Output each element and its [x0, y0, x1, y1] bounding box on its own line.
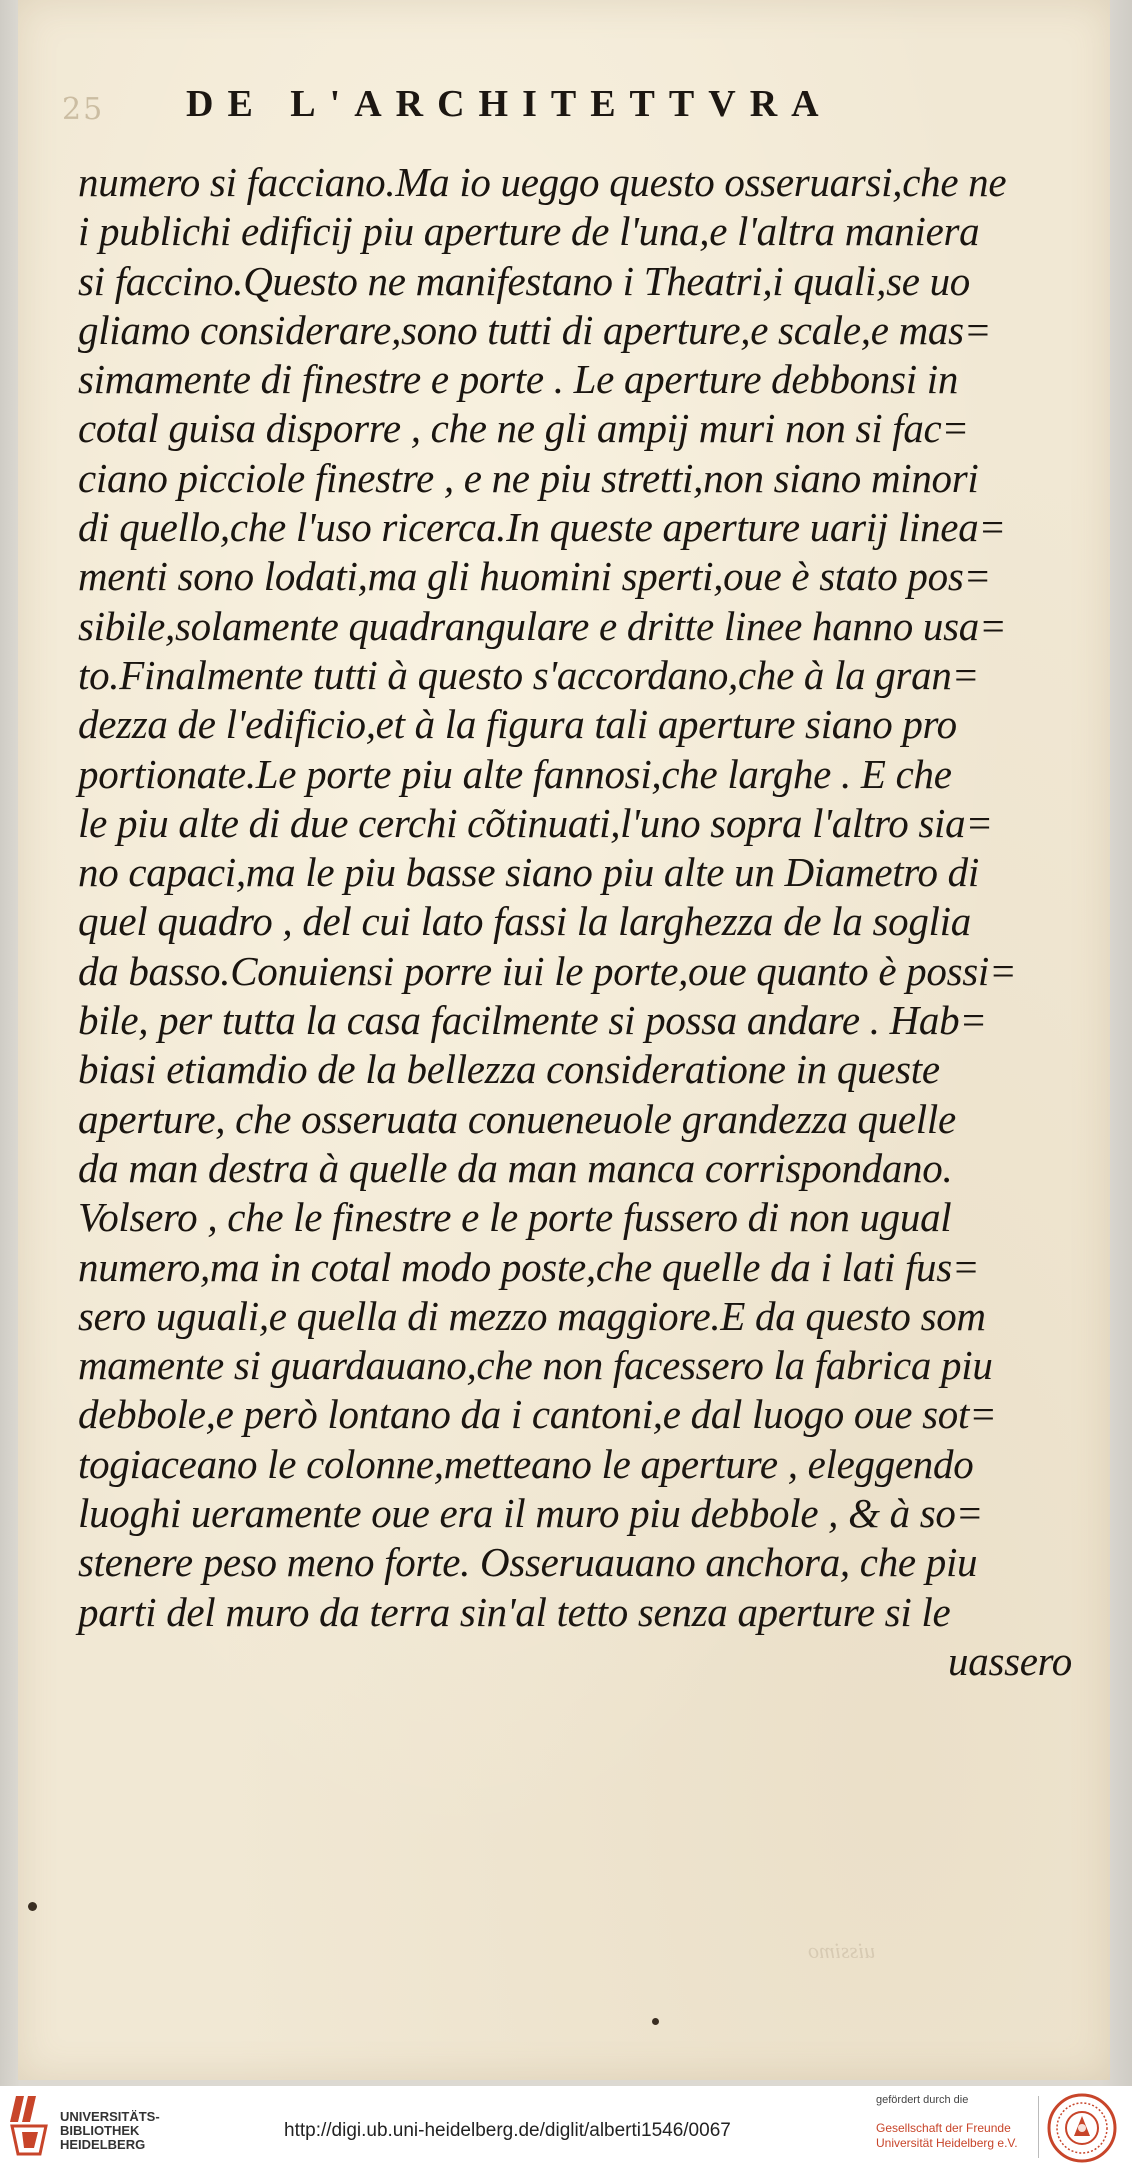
text-line: di quello,che l'uso ricerca.In queste aperture uarij linea= [78, 504, 1006, 551]
text-line: togiaceano le colonne,metteano le aperture , eleggendo [78, 1440, 974, 1487]
text-line: da basso.Conuiensi porre iui le porte,oue quanto è possi= [78, 947, 1017, 994]
text-line: gliamo considerare,sono tutti di aperture,e scale,e mas= [78, 306, 992, 353]
text-line: numero si facciano.Ma io ueggo questo osseruarsi,che ne [78, 159, 1007, 205]
text-line: Volsero , che le finestre e le porte fussero di non ugual [78, 1194, 952, 1241]
margin-mark [28, 1902, 37, 1911]
text-line: bile, per tutta la casa facilmente si possa andare . Hab= [78, 997, 987, 1044]
running-head: DE L'ARCHITETTVRA [186, 83, 833, 125]
university-seal-icon [1046, 2092, 1118, 2164]
text-line: da man destra à quelle da man manca corrispondano. [78, 1144, 953, 1191]
text-line: biasi etiamdio de la bellezza consideratione in queste [78, 1046, 940, 1093]
leaf-number: 25 [62, 92, 105, 127]
permalink-url[interactable]: http://digi.ub.uni-heidelberg.de/diglit/alberti1546/0067 [284, 2120, 731, 2141]
text-line: dezza de l'edificio,et à la figura tali aperture siano pro [78, 701, 957, 748]
text-line: stenere peso meno forte. Osseruauano anchora, che piu [78, 1539, 978, 1586]
text-line: sero uguali,e quella di mezzo maggiore.E da questo som [78, 1292, 986, 1339]
sponsor-name[interactable] [876, 2121, 1056, 2151]
text-line: sibile,solamente quadrangulare e dritte linee hanno usa= [78, 602, 1007, 649]
text-line: parti del muro da terra sin'al tetto senza aperture si le [78, 1588, 951, 1635]
text-line: uassero [948, 1637, 1072, 1684]
text-line: i publichi edificij piu aperture de l'una,e l'altra maniera [78, 208, 980, 255]
library-name-line: BIBLIOTHEK [60, 2123, 140, 2138]
sponsor-label: gefördert durch die [876, 2094, 969, 2106]
text-line: to.Finalmente tutti à questo s'accordano,che à la gran= [78, 651, 979, 698]
footer-bar [0, 2086, 1132, 2168]
text-line: menti sono lodati,ma gli huomini sperti,oue è stato pos= [78, 553, 991, 600]
text-line: aperture, che osseruata conueneuole grandezza quelle [78, 1095, 956, 1142]
sponsor-name-line: Universität Heidelberg e.V. [876, 2136, 1018, 2150]
body-text [78, 158, 1108, 1686]
text-line: cotal guisa disporre , che ne gli ampij muri non si fac= [78, 405, 969, 452]
show-through-text: uissimo [808, 1938, 876, 1963]
sponsor-block [876, 2094, 1056, 2151]
text-line: debbole,e però lontano da i cantoni,e dal luogo oue sot= [78, 1391, 997, 1438]
sponsor-divider [1038, 2096, 1039, 2158]
text-line: portionate.Le porte piu alte fannosi,che larghe . E che [78, 750, 952, 797]
text-line: simamente di finestre e porte . Le aperture debbonsi in [78, 356, 959, 403]
text-line: mamente si guardauano,che non facessero la fabrica piu [78, 1342, 993, 1389]
text-line: no capaci,ma le piu basse siano piu alte un Diametro di [78, 849, 979, 896]
ub-heidelberg-logo-icon[interactable] [10, 2092, 50, 2158]
sponsor-name-line: Gesellschaft der Freunde [876, 2121, 1011, 2135]
text-line: si faccino.Questo ne manifestano i Theatri,i quali,se uo [78, 257, 970, 304]
text-line: luoghi ueramente oue era il muro piu debbole , & à so= [78, 1490, 983, 1537]
library-name-line: UNIVERSITÄTS- [60, 2109, 160, 2124]
scanned-page [18, 0, 1110, 2080]
text-line: numero,ma in cotal modo poste,che quelle da i lati fus= [78, 1243, 980, 1290]
text-line: le piu alte di due cerchi cõtinuati,l'uno sopra l'altro sia= [78, 799, 993, 846]
bottom-mark [652, 2018, 659, 2025]
text-line: ciano picciole finestre , e ne piu stretti,non siano minori [78, 454, 979, 501]
library-name [60, 2110, 180, 2152]
text-line: quel quadro , del cui lato fassi la larghezza de la soglia [78, 898, 971, 945]
library-name-line: HEIDELBERG [60, 2137, 146, 2152]
